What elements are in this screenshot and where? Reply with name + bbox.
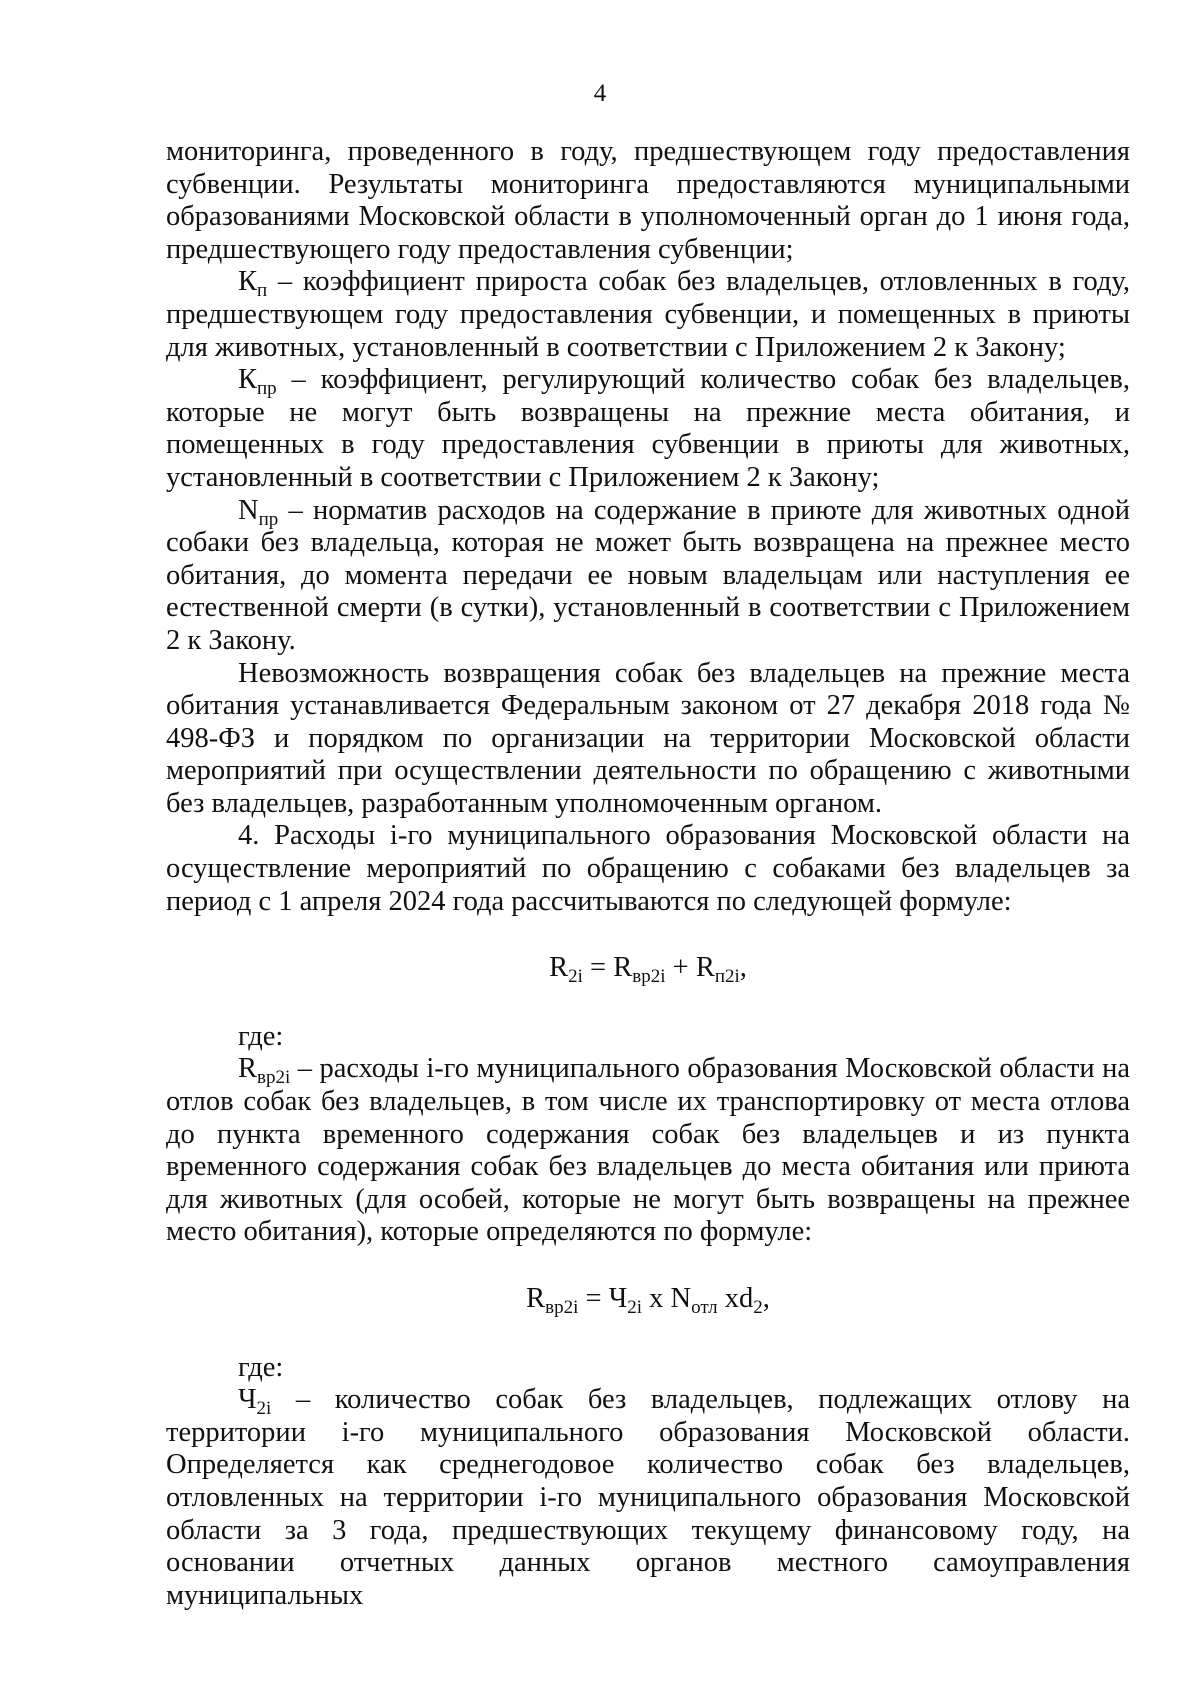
page-number: 4 <box>593 80 607 107</box>
subscript: 2i <box>256 1398 272 1420</box>
formula-rvr2i: $R_{вр2i} = Ч_{2i}$ x $N_{отл}$ $xd_2$, <box>526 1283 770 1318</box>
symbol-k: К <box>238 364 258 396</box>
definition-text: – количество собак без владельцев, подлежащих отлову на территории i-го муниципального образования Московской области. Определяется как среднегодовое количество собак без владельцев, отловленных на территории i-го муниципального образования Московской области за 3 года, предшествующих текущему финансовому году, на основании отчетных данных органов местного самоуправления муниципальных <box>166 1384 1130 1611</box>
symbol-ch: Ч <box>238 1384 257 1416</box>
definition-ch2i <box>166 1384 1130 1612</box>
where-label: где: <box>238 1020 284 1052</box>
paragraph-monitoring: мониторинга, проведенного в году, предшествующем году предоставления субвенции. Результаты мониторинга предоставляются муниципальными образованиями Московской области в уполномоченный орган до 1 июня года, предшествующего году предоставления субвенции; <box>166 136 1130 265</box>
definition-text: – коэффициент прироста собак без владельцев, отловленных в году, предшествующем году предоставления субвенции, и помещенных в приюты для животных, установленный в соответствии с Приложением 2 к Закону; <box>166 266 1130 363</box>
symbol-r: R <box>238 1053 258 1085</box>
definition-rvr2i <box>166 1053 1130 1249</box>
subscript: пр <box>257 378 277 400</box>
subscript: п <box>257 280 268 302</box>
definition-text: – норматив расходов на содержание в приюте для животных одной собаки без владельца, которая не может быть возвращена на прежнее место обитания, до момента передачи ее новым владельцам или наступления ее естественной смерти (в сутки), установленный в соответствии с Приложением 2 к Закону. <box>166 494 1130 656</box>
symbol-k: К <box>238 266 258 298</box>
symbol-n: N <box>238 494 259 526</box>
subscript: вр2i <box>257 1067 291 1089</box>
definition-text: – расходы i-го муниципального образования Московской области на отлов собак без владельцев, в том числе их транспортировку от места отлова до пункта временного содержания собак без владельцев и из пункта временного содержания собак без владельцев до места обитания или приюта для животных (для особей, которые не могут быть возвращены на прежнее место обитания), которые определяются по формуле: <box>166 1053 1130 1248</box>
formula-r2i: $R_{2i} = R_{вр2i} + R_{п2i}$, <box>549 952 747 988</box>
definition-kpr <box>166 364 1130 494</box>
definition-npr <box>166 495 1130 658</box>
definition-text: – коэффициент, регулирующий количество собак без владельцев, которые не могут быть возвращены на прежние места обитания, и помещенных в году предоставления субвенции в приюты для животных, установленный в соответствии с Приложением 2 к Закону; <box>166 364 1130 493</box>
where-label: где: <box>238 1351 284 1383</box>
subscript: пр <box>258 508 279 530</box>
paragraph-impossibility: Невозможность возвращения собак без владельцев на прежние места обитания устанавливается Федеральным законом от 27 декабря 2018 года № 498-ФЗ и порядком по организации на территории Московской области мероприятий при осуществлении деятельности по обращению с животными без владельцев, разработанным уполномоченным органом. <box>166 657 1130 819</box>
paragraph-item-4: 4. Расходы i-го муниципального образования Московской области на осуществление мероприятий по обращению с собаками без владельцев за период с 1 апреля 2024 года рассчитываются по следующей формуле: <box>166 820 1130 917</box>
definition-kp <box>166 266 1130 364</box>
document-body <box>166 136 1130 1612</box>
